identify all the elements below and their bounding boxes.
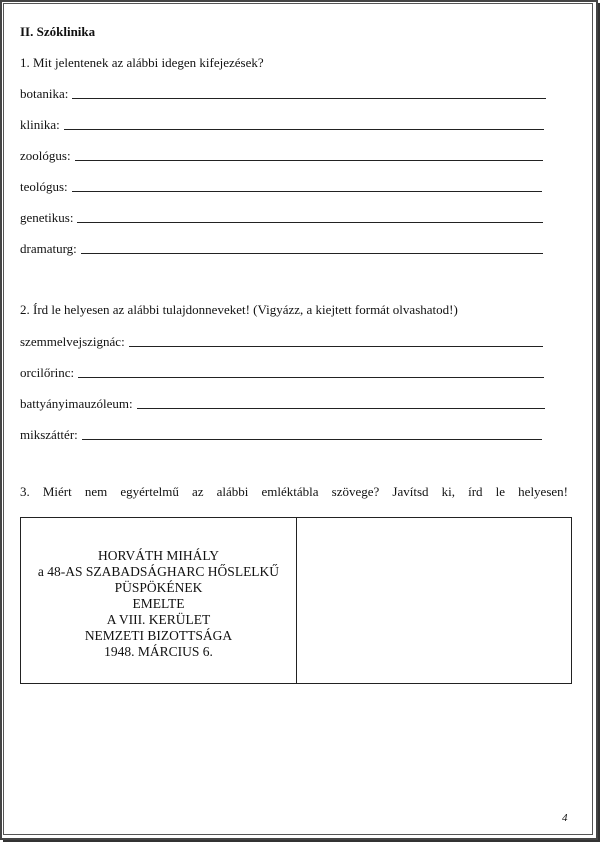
question-2-prompt: 2. Írd le helyesen az alábbi tulajdonneveket! (Vigyázz, a kiejtett formát olvashatod!) — [20, 302, 458, 317]
answer-row-genetikus — [20, 210, 543, 226]
answer-row-zoologus — [20, 148, 543, 164]
answer-line[interactable] — [72, 97, 546, 99]
answer-row-battyanyimauzoleum — [20, 396, 545, 412]
name-label: battyányimauzóleum: — [20, 396, 133, 411]
answer-row-dramaturg — [20, 241, 543, 257]
question-3-prompt: 3. Miért nem egyértelmű az alábbi emléktábla szövege? Javítsd ki, írd le helyesen! — [20, 484, 568, 499]
term-label: dramaturg: — [20, 241, 77, 256]
answer-line[interactable] — [137, 407, 545, 409]
answer-line[interactable] — [78, 376, 544, 378]
plaque-line: PÜSPÖKÉNEK — [114, 579, 203, 595]
answer-line[interactable] — [75, 159, 543, 161]
term-label: klinika: — [20, 117, 60, 132]
answer-line[interactable] — [129, 345, 543, 347]
answer-row-orcilorinc — [20, 365, 544, 381]
term-label: genetikus: — [20, 210, 74, 225]
name-label: orcilőrinc: — [20, 365, 75, 380]
answer-cell[interactable] — [297, 518, 571, 683]
name-label: mikszáttér: — [20, 427, 78, 442]
answer-row-botanika — [20, 86, 546, 102]
term-label: teológus: — [20, 179, 68, 194]
plaque-line: A VIII. KERÜLET — [106, 611, 211, 627]
answer-line[interactable] — [77, 221, 543, 223]
answer-line[interactable] — [81, 252, 543, 254]
plaque-line: NEMZETI BIZOTTSÁGA — [84, 627, 233, 643]
answer-line[interactable] — [72, 190, 542, 192]
question-1-prompt: 1. Mit jelentenek az alábbi idegen kifejezések? — [20, 55, 264, 70]
term-label: botanika: — [20, 86, 69, 101]
answer-line[interactable] — [64, 128, 544, 130]
answer-row-klinika — [20, 117, 544, 133]
answer-row-mikszatter — [20, 427, 542, 443]
plaque-text-cell — [21, 518, 297, 683]
plaque-line: 1948. MÁRCIUS 6. — [104, 643, 213, 659]
answer-row-teologus — [20, 179, 542, 195]
answer-line[interactable] — [82, 438, 542, 440]
plaque-line: EMELTE — [132, 595, 185, 611]
plaque-line: a 48-AS SZABADSÁGHARC HŐSLELKŰ — [37, 563, 280, 579]
term-label: zoológus: — [20, 148, 71, 163]
page-number: 4 — [562, 812, 568, 824]
section-title: II. Szóklinika — [20, 24, 96, 39]
answer-row-szemmelvejszignac — [20, 334, 543, 350]
plaque-line: HORVÁTH MIHÁLY — [98, 547, 219, 563]
name-label: szemmelvejszignác: — [20, 334, 125, 349]
plaque-table — [20, 517, 572, 684]
